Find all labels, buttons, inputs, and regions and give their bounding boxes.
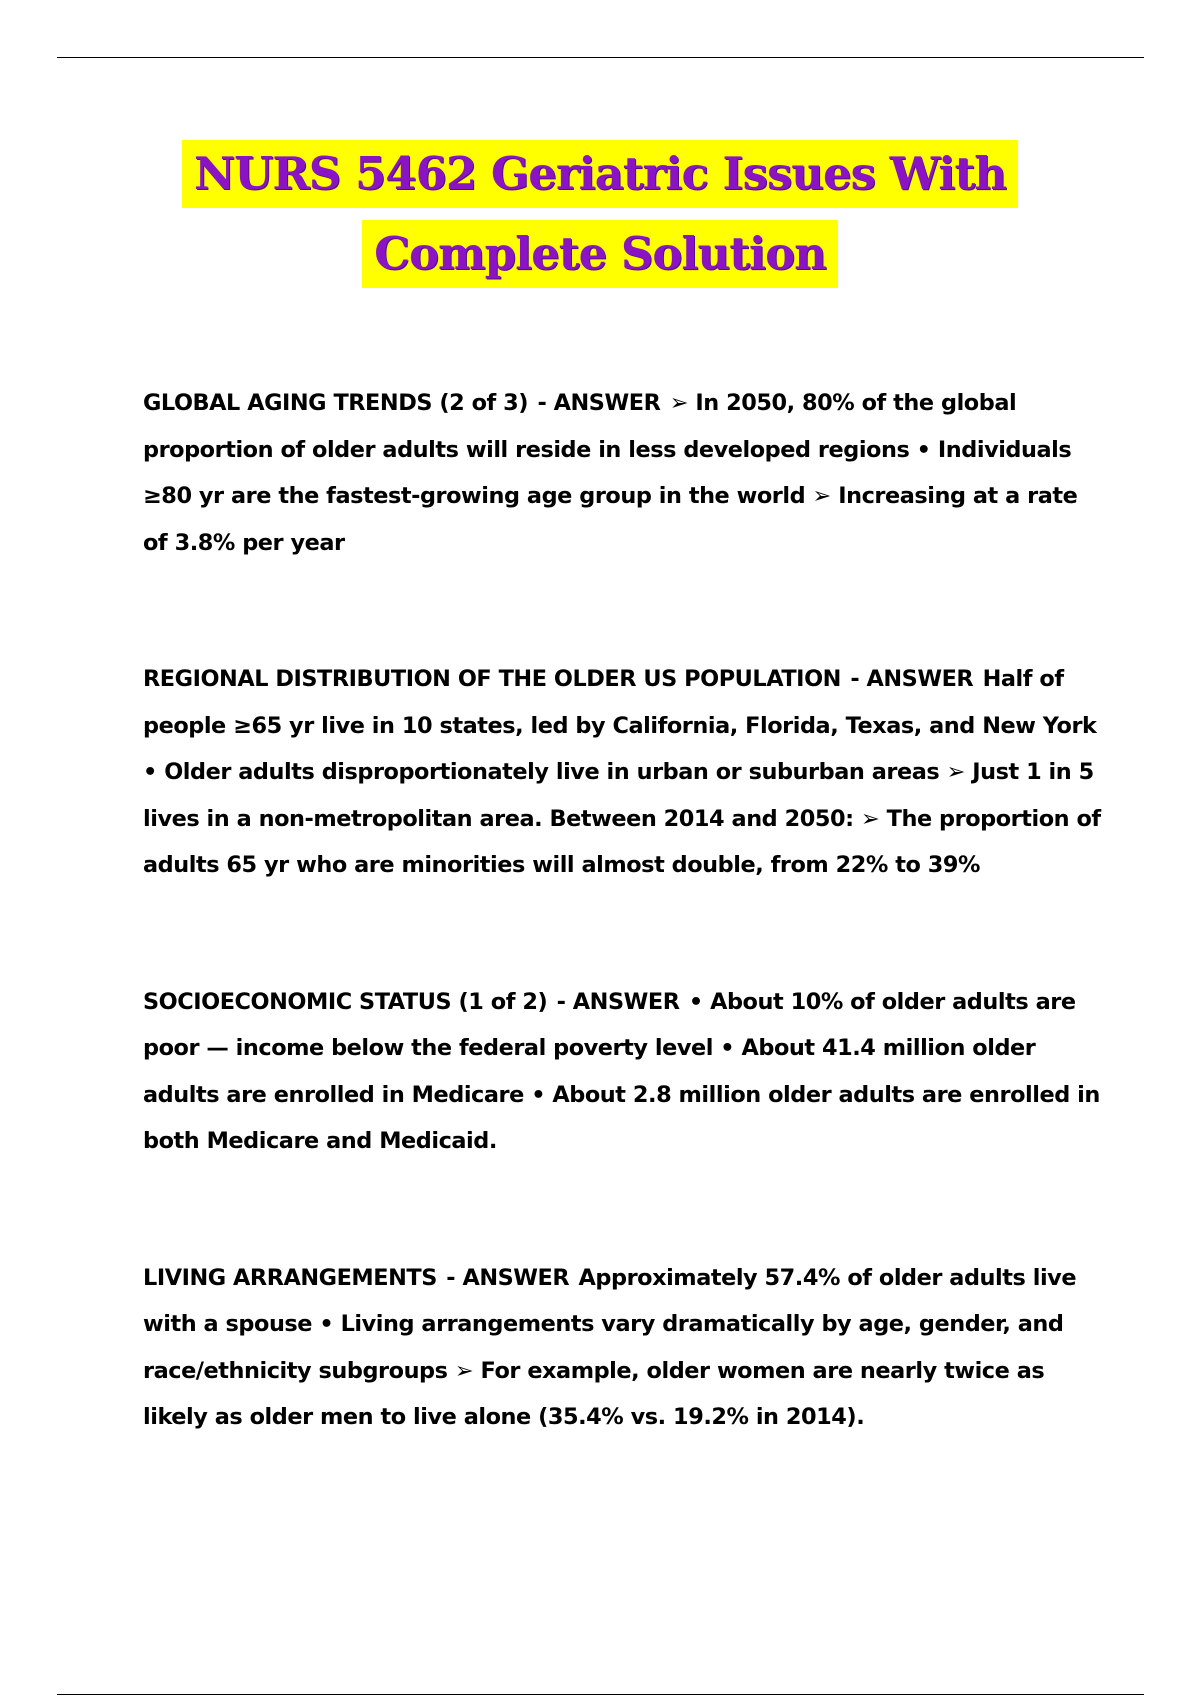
- entry-regional-distribution: [143, 656, 1105, 889]
- document-title: [0, 140, 1200, 288]
- title-line-1: NURS 5462 Geriatric Issues With: [182, 140, 1018, 208]
- entry-question: REGIONAL DISTRIBUTION OF THE OLDER US POPULATION: [143, 666, 841, 692]
- title-line-2: Complete Solution: [362, 220, 838, 288]
- entry-answer: Half of people ≥65 yr live in 10 states, led by California, Florida, Texas, and New York • Older adults disproportionately live in urban or suburban areas ➢ Just 1 in 5 lives in a non-metropolitan area. Between 2014 and 2050: ➢ The proportion of adults 65 yr who are minorities will almost double, from 22% to 39%: [143, 666, 1101, 878]
- entry-global-aging-trends: [143, 380, 1105, 566]
- entry-question: GLOBAL AGING TRENDS (2 of 3): [143, 390, 529, 416]
- entry-separator: - ANSWER: [446, 1264, 570, 1291]
- top-rule: [57, 57, 1144, 58]
- entry-socioeconomic-status: [143, 979, 1105, 1165]
- bottom-rule: [57, 1694, 1144, 1695]
- entry-question: SOCIOECONOMIC STATUS (1 of 2): [143, 988, 548, 1015]
- entry-answer: • About 10% of older adults are poor — income below the federal poverty level • About 41.4 million older adults are enrolled in Medicare • About 2.8 million older adults are enrolled in both Medicare and Medicaid.: [143, 988, 1100, 1154]
- entry-living-arrangements: [143, 1255, 1105, 1441]
- entry-separator: - ANSWER: [850, 666, 974, 692]
- entry-separator: - ANSWER: [537, 390, 661, 416]
- entry-question: LIVING ARRANGEMENTS: [143, 1264, 437, 1291]
- entry-separator: - ANSWER: [556, 988, 680, 1015]
- document-body: [143, 380, 1105, 1441]
- entry-answer: Approximately 57.4% of older adults live with a spouse • Living arrangements vary dramatically by age, gender, and race/ethnicity subgroups ➢ For example, older women are nearly twice as likely as older men to live alone (35.4% vs. 19.2% in 2014).: [143, 1264, 1077, 1430]
- entry-answer: ➢ In 2050, 80% of the global proportion of older adults will reside in less developed regions • Individuals ≥80 yr are the fastest-growing age group in the world ➢ Increasing at a rate of 3.8% per year: [143, 390, 1078, 556]
